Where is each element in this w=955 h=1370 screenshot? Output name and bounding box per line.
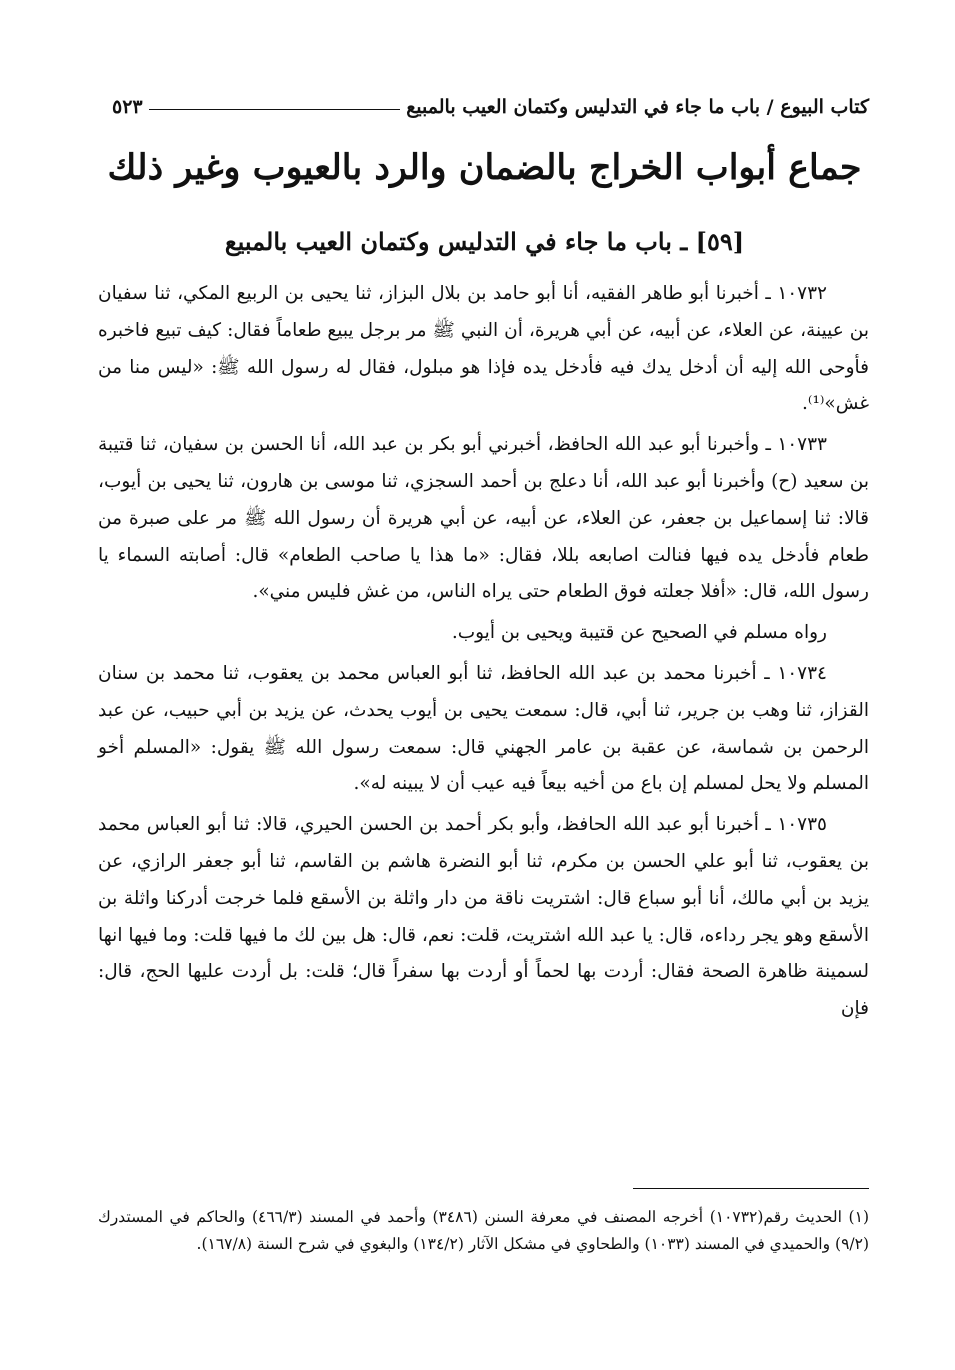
footnote-1: (١) الحديث رقم(١٠٧٣٢) أخرجه المصنف في معرفة السنن (٣٤٨٦) وأحمد في المسند (٤٦٦/٣) والحاكم في المستدرك (٩/٢) والحميدي في المسند (١٠٣٣) والطحاوي في مشكل الآثار (١٣٤/٢) والبغوي في شرح السنة (١٦٧/٨). [98,1208,869,1253]
header-rule [149,109,401,110]
chapter-title: جماع أبواب الخراج بالضمان والرد بالعيوب وغير ذلك [107,147,862,188]
header-title: كتاب البيوع / باب ما جاء في التدليس وكتمان العيب بالمبيع [406,96,869,118]
hadith-10732: ١٠٧٣٢ ـ أخبرنا أبو طاهر الفقيه، أنا أبو حامد بن بلال البزاز، ثنا يحيى بن الربيع المكي، ثنا سفيان بن عيينة، عن العلاء، عن أبيه، عن أبي هريرة، أن النبي ﷺ مر برجل يبيع طعاماً فقال: كيف تبيع فاخبره فأوحى الله إليه أن أدخل يدك فيه فأدخل يده فإذا هو مبلول، فقال له رسول الله ﷺ: «ليس منا من غش»⁽¹⁾. [98,283,869,415]
section-title: [٥٩] ـ باب ما جاء في التدليس وكتمان العيب بالمبيع [224,227,745,256]
narration-note: رواه مسلم في الصحيح عن قتيبة ويحيى بن أيوب. [451,622,827,644]
hadith-10735: ١٠٧٣٥ ـ أخبرنا أبو عبد الله الحافظ، وأبو بكر أحمد بن الحسن الحيري، قالا: ثنا أبو العباس محمد بن يعقوب، ثنا أبو علي الحسن بن مكرم، ثنا أبو النضرة هاشم بن القاسم، ثنا أبو جعفر الرازي، عن يزيد بن أبي مالك، أنا أبو سباع قال: اشتريت ناقة من دار واثلة بن الأسقع فلما خرجت أدركنا واثلة بن الأسقع وهو يجر رداءه، قال: يا عبد الله اشتريت، قلت: نعم، قال: هل بين لك ما فيها قلت: وما فيها انها لسمينة ظاهرة الصحة فقال: أردت بها لحماً أو أردت بها سفراً قال؛ قلت: بل أردت عليها الحج، قال: فإن [98,814,869,1020]
footnote-divider [633,1188,869,1189]
running-header [112,86,869,118]
body-text [98,276,869,1032]
page-number: ٥٢٣ [112,96,143,118]
footnotes [98,1204,869,1258]
hadith-10734: ١٠٧٣٤ ـ أخبرنا محمد بن عبد الله الحافظ، ثنا أبو العباس محمد بن يعقوب، ثنا محمد بن سنان القزاز، ثنا وهب بن جرير، ثنا أبي، قال: سمعت يحيى بن أيوب يحدث، عن يزيد بن أبي حبيب، عن عبد الرحمن بن شماسة، عن عقبة بن عامر الجهني قال: سمعت رسول الله ﷺ يقول: «المسلم أخو المسلم ولا يحل لمسلم إن باع من أخيه بيعاً فيه عيب أن لا يبينه له». [98,662,869,795]
hadith-10733: ١٠٧٣٣ ـ وأخبرنا أبو عبد الله الحافظ، أخبرني أبو بكر بن عبد الله، أنا الحسن بن سفيان، ثنا قتيبة بن سعيد (ح) وأخبرنا أبو عبد الله، أنا دعلج بن أحمد السجزي، ثنا موسى بن هارون، ثنا يحيى بن أيوب، قالا: ثنا إسماعيل بن جعفر، عن العلاء، عن أبيه، عن أبي هريرة أن رسول الله ﷺ مر على صبرة من طعام فأدخل يده فيها فنالت اصابعه بللا، فقال: «ما هذا يا صاحب الطعام» قال: أصابته السماء يا رسول الله، قال: «أفلا جعلته فوق الطعام حتى يراه الناس، من غش فليس مني». [98,434,869,603]
